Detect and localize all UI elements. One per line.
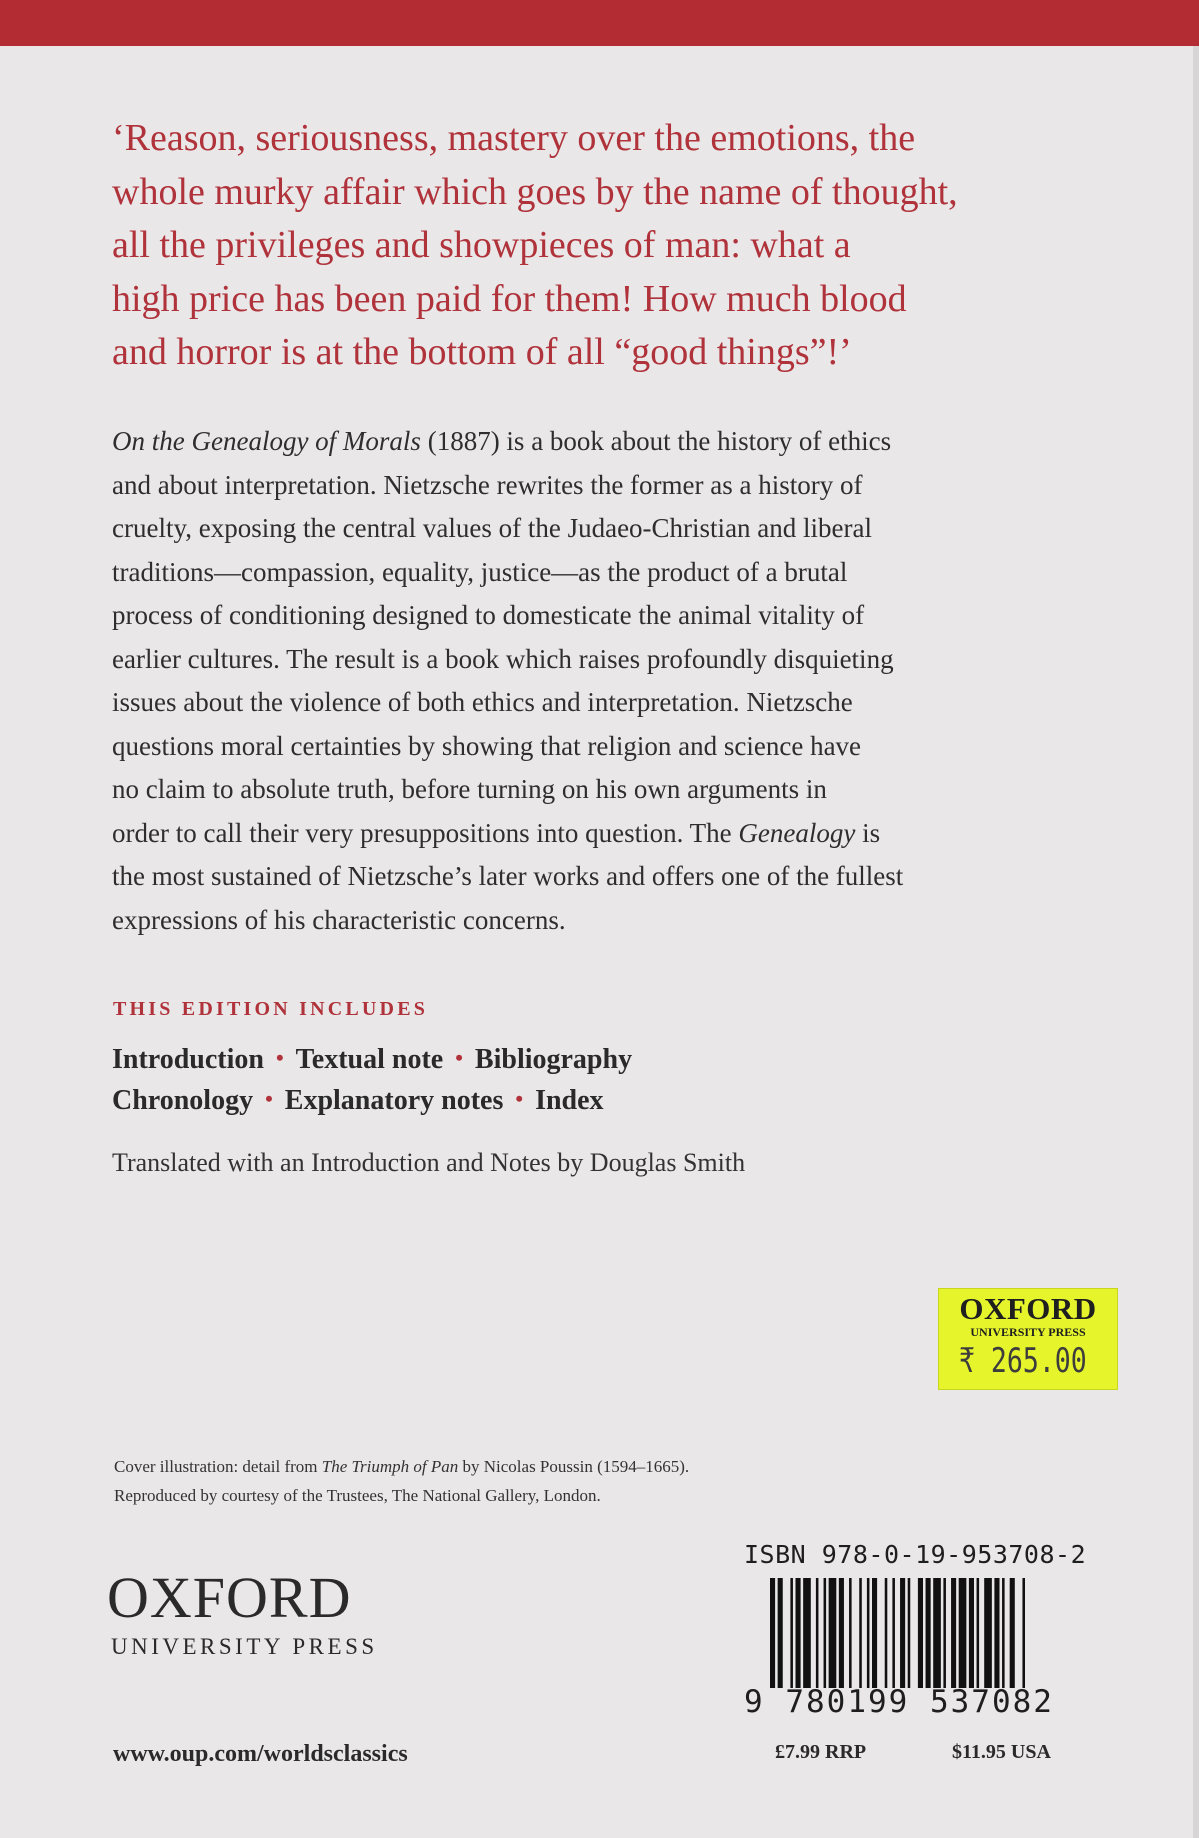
barcode-bar (885, 1578, 888, 1688)
barcode-bar (867, 1578, 870, 1688)
edition-item: Explanatory notes (284, 1085, 504, 1116)
bullet-icon: • (455, 1045, 463, 1070)
barcode-bar (951, 1578, 956, 1688)
barcode-bar (1010, 1578, 1015, 1688)
description-text: order to call their very presuppositions into question. The (112, 817, 739, 848)
barcode-bar (816, 1578, 819, 1688)
cover-credits (114, 1452, 689, 1510)
description-line: no claim to absolute truth, before turning on his own arguments in (112, 774, 827, 804)
sticker-price: ₹ 265.00 (959, 1341, 1087, 1381)
barcode-bar (839, 1578, 844, 1688)
barcode-bar (933, 1578, 941, 1688)
barcode-digits: 9 780199 537082 (744, 1684, 1054, 1720)
edition-heading: THIS EDITION INCLUDES (113, 998, 429, 1020)
barcode-bar (803, 1578, 811, 1688)
barcode-icon (770, 1578, 1078, 1688)
barcode-bar (778, 1578, 783, 1688)
barcode-bar (829, 1578, 837, 1688)
description-line: expressions of his characteristic concerns. (112, 904, 566, 935)
barcode-bar (1022, 1578, 1025, 1688)
top-red-band (0, 0, 1199, 46)
barcode-bar (770, 1578, 775, 1688)
quote-line: whole murky affair which goes by the name of thought, (112, 170, 958, 213)
translator-credit: Translated with an Introduction and Notes by Douglas Smith (112, 1148, 746, 1177)
price-sticker (938, 1288, 1118, 1390)
sticker-subtitle: UNIVERSITY PRESS (970, 1325, 1086, 1339)
price-gbp: £7.99 RRP (775, 1741, 867, 1763)
credit-text: by Nicolas Poussin (1594–1665). (458, 1457, 690, 1476)
barcode-bar (969, 1578, 974, 1688)
price-usd: $11.95 USA (952, 1741, 1051, 1763)
painting-title-italic: The Triumph of Pan (321, 1457, 459, 1476)
edition-item: Bibliography (474, 1044, 633, 1075)
quote-line: high price has been paid for them! How much blood (112, 277, 907, 320)
barcode-bar (824, 1578, 827, 1688)
publisher-name: OXFORD (107, 1565, 352, 1630)
barcode-bar (908, 1578, 911, 1688)
publisher-subtitle: UNIVERSITY PRESS (111, 1634, 378, 1659)
edition-item: Chronology (112, 1085, 254, 1116)
barcode-bar (1002, 1578, 1005, 1688)
sticker-brand: OXFORD (959, 1291, 1097, 1326)
barcode-bar (994, 1578, 999, 1688)
description-line: process of conditioning designed to domesticate the animal vitality of (112, 600, 865, 630)
description-text: is (855, 817, 881, 848)
edition-contents-row (112, 1085, 604, 1117)
barcode-bar (849, 1578, 852, 1688)
isbn-label: ISBN 978-0-19-953708-2 (744, 1540, 1087, 1569)
edition-item: Index (535, 1085, 604, 1116)
barcode-bar (959, 1578, 967, 1688)
quote-line: ‘Reason, seriousness, mastery over the emotions, the (112, 117, 916, 159)
barcode-bar (926, 1578, 931, 1688)
barcode-bar (892, 1578, 895, 1688)
website-url: www.oup.com/worldsclassics (113, 1741, 408, 1767)
bullet-icon: • (275, 1045, 284, 1070)
edition-contents-row (112, 1044, 632, 1076)
barcode-bar (984, 1578, 992, 1688)
description-line: questions moral certainties by showing that religion and science have (112, 730, 862, 761)
quote-line: all the privileges and showpieces of man: what a (112, 224, 851, 266)
description-line (112, 812, 1112, 856)
description-text: (1887) is a book about the history of ethics (420, 426, 892, 456)
bullet-icon: • (265, 1086, 273, 1111)
edition-item: Introduction (112, 1044, 264, 1075)
book-description (112, 420, 1112, 942)
description-line: earlier cultures. The result is a book which raises profoundly disquieting (112, 643, 894, 674)
description-line: cruelty, exposing the central values of the Judaeo-Christian and liberal (112, 513, 872, 543)
cover-edge (1193, 46, 1199, 1838)
barcode-bar (918, 1578, 923, 1688)
credit-line: Reproduced by courtesy of the Trustees, The National Gallery, London. (114, 1486, 601, 1505)
barcode-bar (790, 1578, 793, 1688)
bullet-icon: • (515, 1086, 524, 1111)
barcode-bar (943, 1578, 946, 1688)
credit-line (114, 1452, 689, 1481)
description-line: and about interpretation. Nietzsche rewrites the former as a history of (112, 469, 863, 500)
edition-item: Textual note (295, 1044, 444, 1075)
book-title-italic: On the Genealogy of Morals (112, 426, 421, 456)
barcode-bar (796, 1578, 801, 1688)
barcode-bar (872, 1578, 877, 1688)
credit-text: Cover illustration: detail from (114, 1457, 322, 1476)
description-line (112, 420, 1112, 464)
publisher-logo (107, 1565, 378, 1660)
barcode-bar (977, 1578, 980, 1688)
description-line: traditions—compassion, equality, justice—as the product of a brutal (112, 556, 848, 587)
description-line: issues about the violence of both ethics and interpretation. Nietzsche (112, 687, 853, 717)
barcode-bar (900, 1578, 905, 1688)
description-line: the most sustained of Nietzsche’s later works and offers one of the fullest (112, 861, 904, 891)
quote-line: and horror is at the bottom of all “good things”!’ (112, 331, 852, 373)
pull-quote (112, 112, 1092, 380)
genealogy-italic: Genealogy (738, 817, 856, 848)
barcode-bar (859, 1578, 862, 1688)
